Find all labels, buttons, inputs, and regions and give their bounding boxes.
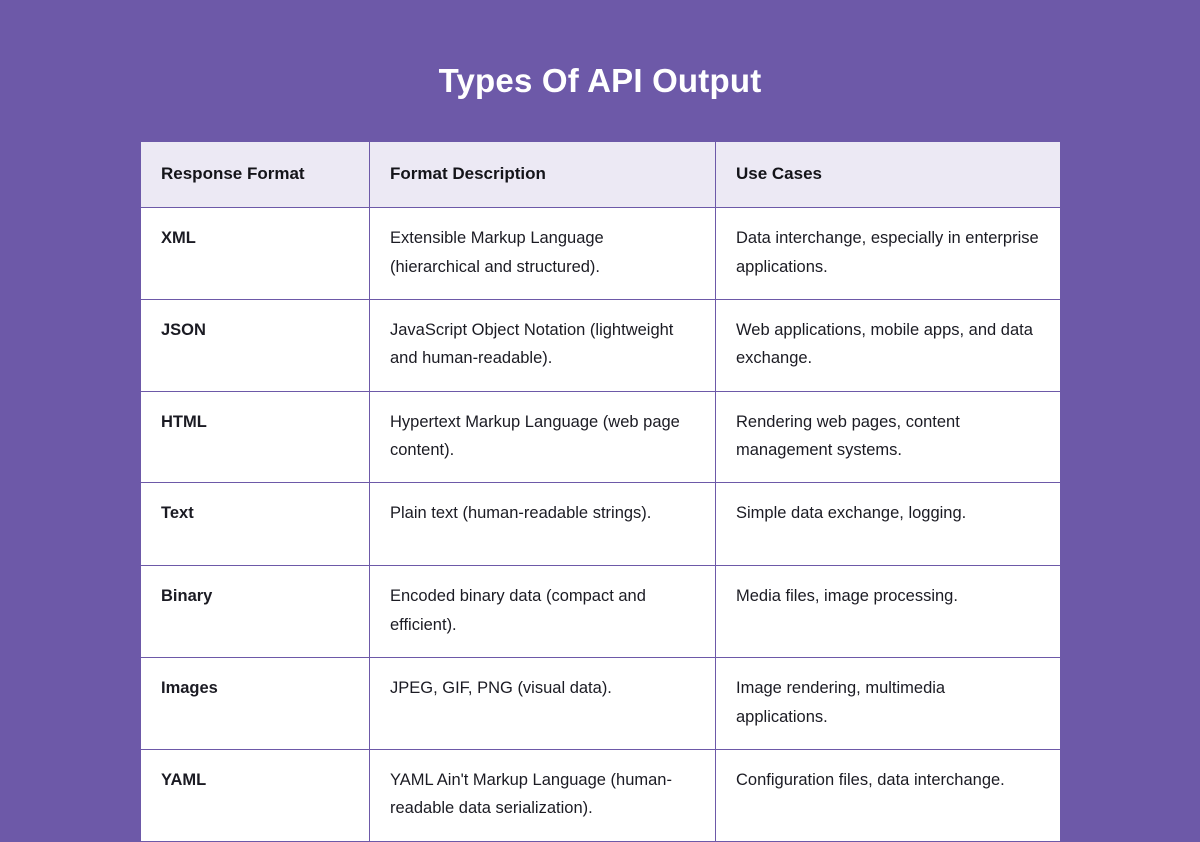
cell-description: Plain text (human-readable strings). bbox=[370, 483, 716, 566]
table-header-row bbox=[141, 142, 1061, 208]
table-row bbox=[141, 566, 1061, 658]
page-title: Types Of API Output bbox=[438, 62, 762, 99]
cell-format: Binary bbox=[141, 566, 370, 658]
column-header-use-cases: Use Cases bbox=[716, 142, 1061, 208]
cell-description: Extensible Markup Language (hierarchical and structured). bbox=[370, 208, 716, 300]
table-row bbox=[141, 483, 1061, 566]
api-output-table bbox=[140, 141, 1061, 842]
cell-format: XML bbox=[141, 208, 370, 300]
cell-description: YAML Ain't Markup Language (human-readable data serialization). bbox=[370, 749, 716, 841]
cell-use-cases: Image rendering, multimedia applications. bbox=[716, 658, 1061, 750]
cell-use-cases: Data interchange, especially in enterprise applications. bbox=[716, 208, 1061, 300]
cell-format: Images bbox=[141, 658, 370, 750]
table-header bbox=[141, 142, 1061, 208]
cell-description: JavaScript Object Notation (lightweight and human-readable). bbox=[370, 299, 716, 391]
cell-format: YAML bbox=[141, 749, 370, 841]
api-output-table-container bbox=[140, 141, 1060, 842]
cell-format: Text bbox=[141, 483, 370, 566]
column-header-format-description: Format Description bbox=[370, 142, 716, 208]
cell-use-cases: Web applications, mobile apps, and data exchange. bbox=[716, 299, 1061, 391]
cell-description: Hypertext Markup Language (web page content). bbox=[370, 391, 716, 483]
table-row bbox=[141, 208, 1061, 300]
table-body bbox=[141, 208, 1061, 842]
cell-use-cases: Media files, image processing. bbox=[716, 566, 1061, 658]
table-row bbox=[141, 299, 1061, 391]
column-header-response-format: Response Format bbox=[141, 142, 370, 208]
table-row bbox=[141, 391, 1061, 483]
cell-use-cases: Rendering web pages, content management systems. bbox=[716, 391, 1061, 483]
cell-use-cases: Simple data exchange, logging. bbox=[716, 483, 1061, 566]
cell-format: HTML bbox=[141, 391, 370, 483]
cell-description: JPEG, GIF, PNG (visual data). bbox=[370, 658, 716, 750]
cell-format: JSON bbox=[141, 299, 370, 391]
cell-description: Encoded binary data (compact and efficient). bbox=[370, 566, 716, 658]
cell-use-cases: Configuration files, data interchange. bbox=[716, 749, 1061, 841]
table-row bbox=[141, 749, 1061, 841]
table-row bbox=[141, 658, 1061, 750]
